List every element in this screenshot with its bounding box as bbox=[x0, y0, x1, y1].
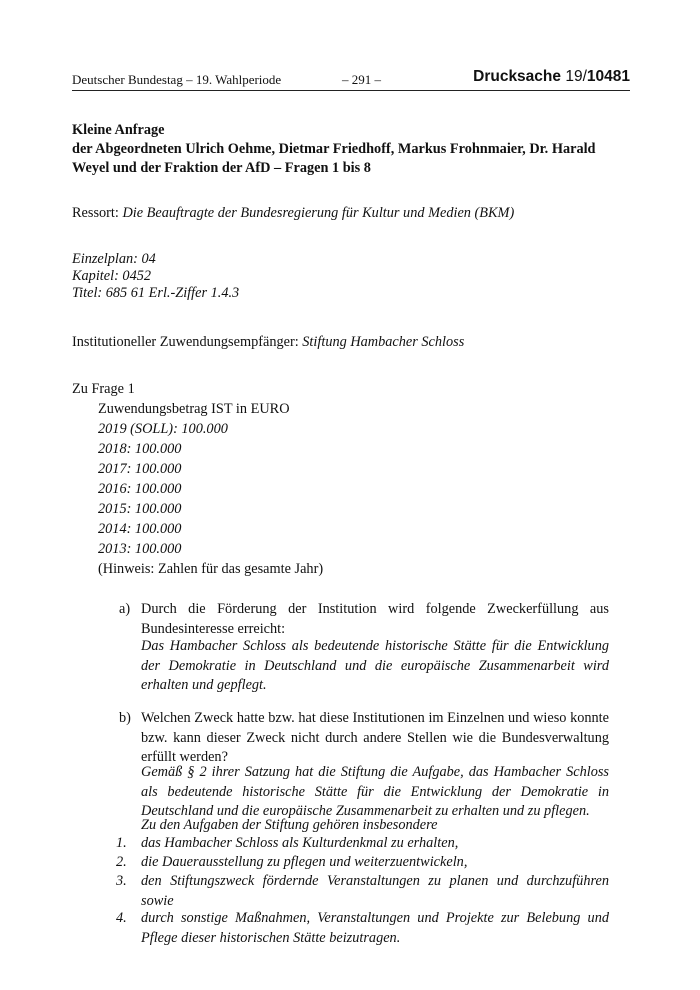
amount-row: 2016: 100.000 bbox=[98, 481, 182, 497]
item-b-answer: Gemäß § 2 ihrer Satzung hat die Stiftung die Aufgabe, das Hambacher Schloss als bedeutende historische Stätte für die Entwicklung der Demokratie in Deutschland und die europäische Zusammenarbeit zu erhalten und zu pflegen. bbox=[141, 764, 609, 819]
item-b-tasks-intro: Zu den Aufgaben der Stiftung gehören insbesondere bbox=[141, 817, 438, 833]
empfaenger-value: Stiftung Hambacher Schloss bbox=[302, 334, 465, 350]
task-text: die Dauerausstellung zu pflegen und weiterzuentwickeln, bbox=[141, 854, 468, 870]
document-title bbox=[72, 121, 632, 178]
titel: Titel: 685 61 Erl.-Ziffer 1.4.3 bbox=[72, 285, 240, 301]
item-b-marker: b) bbox=[119, 710, 131, 726]
task-text: durch sonstige Maßnahmen, Veranstaltungen und Projekte zur Belebung und Pflege dieser historischen Stätte beizutragen. bbox=[141, 910, 609, 946]
header-document-number bbox=[473, 68, 630, 86]
ressort-value: Die Beauftragte der Bundesregierung für Kultur und Medien (BKM) bbox=[122, 205, 515, 221]
page-header bbox=[72, 68, 630, 90]
header-doc-period: 19/ bbox=[565, 68, 587, 85]
header-doc-label: Drucksache bbox=[473, 68, 562, 85]
title-line-1: Kleine Anfrage bbox=[72, 122, 165, 138]
header-parliament: Deutscher Bundestag – 19. Wahlperiode bbox=[72, 72, 282, 87]
item-b-question: Welchen Zweck hatte bzw. hat diese Institutionen im Einzelnen und wieso konnte bzw. kann dieser Zweck nicht durch andere Stellen wie die Bundesverwaltung erfüllt werden? bbox=[141, 710, 609, 765]
ressort-line bbox=[72, 203, 514, 223]
amount-row: 2019 (SOLL): 100.000 bbox=[98, 421, 228, 437]
empfaenger-label: Institutioneller Zuwendungsempfänger: bbox=[72, 334, 303, 350]
frage1-heading: Zu Frage 1 bbox=[72, 381, 135, 397]
task-number: 1. bbox=[116, 835, 127, 851]
amount-row: 2014: 100.000 bbox=[98, 521, 182, 537]
empfaenger-line bbox=[72, 332, 464, 352]
amount-row: 2017: 100.000 bbox=[98, 461, 182, 477]
title-line-2: der Abgeordneten Ulrich Oehme, Dietmar Friedhoff, Markus Frohnmaier, Dr. Harald bbox=[72, 141, 596, 157]
task-number: 4. bbox=[116, 910, 127, 926]
task-text: den Stiftungszweck fördernde Veranstaltungen zu planen und durchzuführen sowie bbox=[141, 873, 609, 909]
header-page-number: – 291 – bbox=[342, 72, 381, 87]
task-number: 2. bbox=[116, 854, 127, 870]
task-number: 3. bbox=[116, 873, 127, 889]
header-rule bbox=[72, 90, 630, 91]
amount-row: 2018: 100.000 bbox=[98, 441, 182, 457]
frage1-subheading: Zuwendungsbetrag IST in EURO bbox=[98, 401, 290, 417]
einzelplan: Einzelplan: 04 bbox=[72, 251, 156, 267]
header-doc-id: 10481 bbox=[586, 68, 630, 85]
frage1-hint: (Hinweis: Zahlen für das gesamte Jahr) bbox=[98, 561, 324, 577]
amount-row: 2013: 100.000 bbox=[98, 541, 182, 557]
amount-row: 2015: 100.000 bbox=[98, 501, 182, 517]
task-text: das Hambacher Schloss als Kulturdenkmal zu erhalten, bbox=[141, 835, 459, 851]
item-a-marker: a) bbox=[119, 601, 131, 617]
item-a-answer: Das Hambacher Schloss als bedeutende historische Stätte für die Entwicklung der Demokratie in Deutschland und die europäische Zusammenarbeit wird erhalten und gepflegt. bbox=[141, 638, 609, 693]
item-a-question: Durch die Förderung der Institution wird folgende Zweckerfüllung aus Bundesinteresse erreicht: bbox=[141, 601, 609, 637]
ressort-label: Ressort: bbox=[72, 205, 123, 221]
title-line-3: Weyel und der Fraktion der AfD – Fragen 1 bis 8 bbox=[72, 160, 371, 176]
kapitel: Kapitel: 0452 bbox=[72, 268, 152, 284]
